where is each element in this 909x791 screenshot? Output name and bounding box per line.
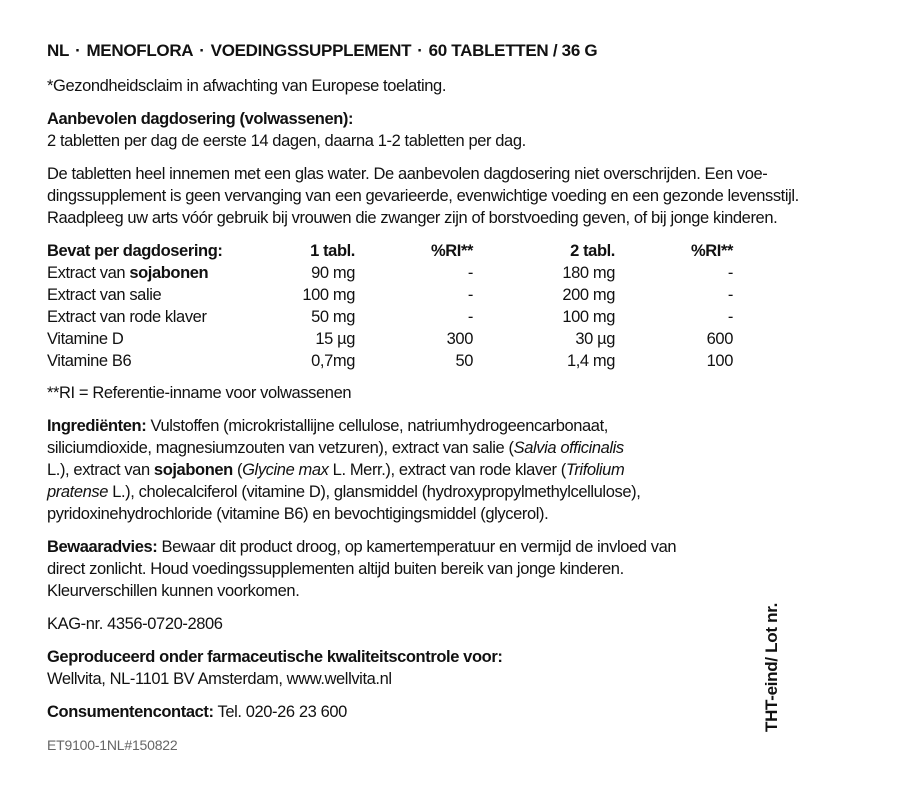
ingredients-latin: Salvia officinalis — [513, 439, 624, 457]
storage-section — [47, 536, 837, 602]
table-row — [47, 306, 733, 328]
ri-footnote: **RI = Referentie-inname voor volwassenen — [47, 384, 352, 402]
cell-ri-2: 100 — [706, 352, 733, 370]
ingredients-text: pyridoxinehydrochloride (vitamine B6) en bevochtigingsmiddel (glycerol). — [47, 505, 549, 523]
header-lang: NL — [47, 41, 70, 60]
cell-ri-1: - — [467, 286, 473, 304]
cell-1-tabl: 0,7mg — [311, 352, 355, 370]
cell-ri-1: 50 — [455, 352, 473, 370]
cell-1-tabl: 15 µg — [315, 330, 355, 348]
claim-note: *Gezondheidsclaim in afwachting van Europese toelating. — [47, 77, 447, 95]
nutrition-table — [47, 240, 733, 372]
ingredients-text: siliciumdioxide, magnesiumzouten van vetzuren), extract van salie ( — [47, 439, 514, 457]
ingredients-bold: sojabonen — [153, 461, 233, 479]
usage-line: Raadpleeg uw arts vóór gebruik bij vrouwen die zwanger zijn of borstvoeding geven, of bij jonge kinderen. — [47, 209, 778, 227]
usage-line: dingssupplement is geen vervanging van een gevarieerde, evenwichtige voeding en een gezonde levensstijl. — [47, 187, 799, 205]
header-type: VOEDINGSSUPPLEMENT — [210, 41, 412, 60]
cell-ri-2: - — [727, 308, 733, 326]
tht-lot-label: THT-eind/ Lot nr. — [762, 603, 781, 732]
cell-ri-2: - — [727, 264, 733, 282]
producer-section — [47, 646, 837, 690]
storage-text: Kleurverschillen kunnen voorkomen. — [47, 582, 300, 600]
row-name: Vitamine D — [47, 330, 124, 348]
col-header: %RI** — [690, 242, 733, 260]
storage-text: direct zonlicht. Houd voedingssupplementen altijd buiten bereik van jonge kinderen. — [47, 560, 624, 578]
dosage-section — [47, 108, 837, 152]
row-name: Extract van rode klaver — [47, 308, 207, 326]
ingredients-text: Vulstoffen (microkristallijne cellulose, natriumhydrogeencarbonaat, — [146, 417, 608, 435]
label-panel — [47, 40, 837, 756]
contact-phone: Tel. 020-26 23 600 — [213, 703, 347, 721]
ingredients-label: Ingrediënten: — [47, 417, 147, 435]
header-quantity: 60 TABLETTEN / 36 G — [428, 41, 598, 60]
cell-ri-2: 600 — [706, 330, 733, 348]
cell-ri-2: - — [727, 286, 733, 304]
row-name: Extract van salie — [47, 286, 162, 304]
cell-2-tabl: 180 mg — [562, 264, 615, 282]
cell-2-tabl: 100 mg — [562, 308, 615, 326]
row-name-bold: sojabonen — [129, 264, 209, 282]
article-code: ET9100-1NL#150822 — [47, 737, 178, 753]
col-header: %RI** — [430, 242, 473, 260]
row-name: Extract van — [47, 264, 130, 282]
contact-label: Consumentencontact: — [47, 703, 214, 721]
cell-ri-1: - — [467, 308, 473, 326]
cell-ri-1: 300 — [446, 330, 473, 348]
table-row — [47, 262, 733, 284]
ingredients-text: ( — [232, 461, 243, 479]
cell-2-tabl: 200 mg — [562, 286, 615, 304]
col-header: Bevat per dagdosering: — [47, 242, 223, 260]
cell-1-tabl: 90 mg — [311, 264, 355, 282]
ingredients-text: L. Merr.), extract van rode klaver ( — [328, 461, 566, 479]
cell-ri-1: - — [467, 264, 473, 282]
ingredients-latin: Trifolium — [565, 461, 625, 479]
ingredients-text: L.), cholecalciferol (vitamine D), glansmiddel (hydroxypropylmethylcellulose), — [108, 483, 641, 501]
cell-2-tabl: 30 µg — [575, 330, 615, 348]
table-row — [47, 328, 733, 350]
ingredients-text: L.), extract van — [47, 461, 154, 479]
cell-1-tabl: 100 mg — [302, 286, 355, 304]
col-header: 2 tabl. — [570, 242, 615, 260]
nutrition-header-row — [47, 240, 733, 262]
ingredients-latin: pratense — [47, 483, 109, 501]
col-header: 1 tabl. — [310, 242, 355, 260]
producer-heading: Geproduceerd onder farmaceutische kwaliteitscontrole voor: — [47, 648, 503, 666]
usage-line: De tabletten heel innemen met een glas water. De aanbevolen dagdosering niet overschrijden. Een voe- — [47, 165, 768, 183]
usage-section — [47, 163, 837, 229]
row-name: Vitamine B6 — [47, 352, 132, 370]
ingredients-latin: Glycine max — [242, 461, 329, 479]
producer-address: Wellvita, NL-1101 BV Amsterdam, www.wellvita.nl — [47, 670, 392, 688]
ingredients-section — [47, 415, 837, 525]
storage-text: Bewaar dit product droog, op kamertemperatuur en vermijd de invloed van — [157, 538, 677, 556]
table-row — [47, 284, 733, 306]
header-separator: · — [417, 41, 423, 60]
header-separator: · — [199, 41, 205, 60]
cell-1-tabl: 50 mg — [311, 308, 355, 326]
product-header — [47, 40, 837, 62]
contact-line — [47, 701, 837, 723]
header-separator: · — [75, 41, 81, 60]
table-row — [47, 350, 733, 372]
dosage-heading: Aanbevolen dagdosering (volwassenen): — [47, 110, 354, 128]
kag-number: KAG-nr. 4356-0720-2806 — [47, 615, 223, 633]
storage-label: Bewaaradvies: — [47, 538, 158, 556]
header-product: MENOFLORA — [86, 41, 194, 60]
cell-2-tabl: 1,4 mg — [566, 352, 615, 370]
dosage-text: 2 tabletten per dag de eerste 14 dagen, daarna 1-2 tabletten per dag. — [47, 132, 526, 150]
